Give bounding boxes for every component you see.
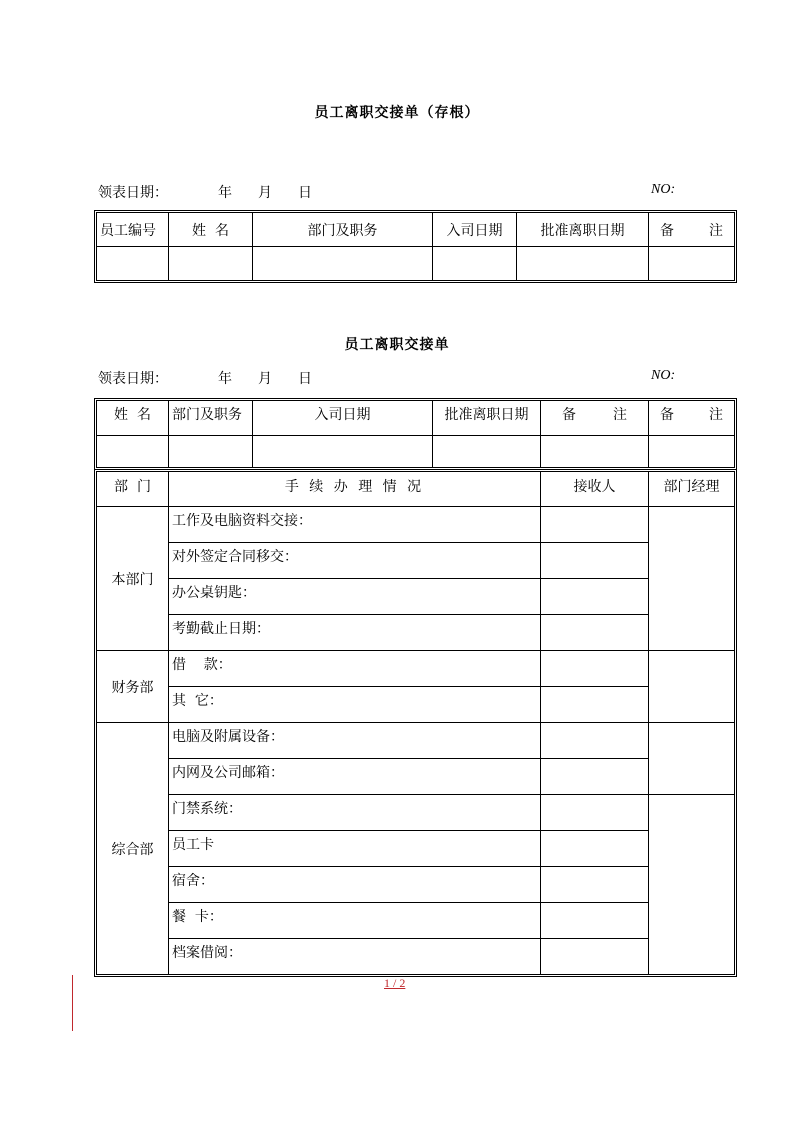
manager-cell-general-a[interactable] (649, 723, 735, 795)
stub-header-remarks (649, 213, 735, 247)
page-margin-marker (72, 975, 73, 1031)
receiver-cell[interactable] (541, 795, 649, 831)
manager-cell-own[interactable] (649, 507, 735, 651)
stub-header-row (97, 213, 735, 247)
form-header-remarks-b-1: 备 (660, 407, 674, 423)
handover-item: 门禁系统： (169, 795, 541, 831)
form-month-label: 月 (258, 371, 272, 387)
manager-cell-finance[interactable] (649, 651, 735, 723)
handover-row (97, 723, 735, 759)
stub-date-line (98, 182, 734, 202)
form-header-remarks-b-2: 注 (709, 407, 723, 423)
receiver-cell[interactable] (541, 759, 649, 795)
form-header-remarks-a (541, 401, 649, 436)
form-date-label: 领表日期： (98, 371, 168, 387)
handover-item: 借 款： (169, 651, 541, 687)
receiver-cell[interactable] (541, 939, 649, 975)
form-header-remarks-a-1: 备 (562, 407, 576, 423)
receiver-cell[interactable] (541, 615, 649, 651)
stub-table (96, 212, 735, 281)
handover-header-process: 手 续 办 理 情 况 (169, 472, 541, 507)
form-info-data-row (97, 436, 735, 468)
form-cell-name[interactable] (97, 436, 169, 468)
stub-header-join-date: 入司日期 (433, 213, 517, 247)
stub-cell-employee-id[interactable] (97, 247, 169, 281)
form-info-table (96, 400, 735, 468)
handover-row (97, 795, 735, 831)
handover-item: 工作及电脑资料交接： (169, 507, 541, 543)
form-header-join-date: 入司日期 (253, 401, 433, 436)
handover-item: 对外签定合同移交： (169, 543, 541, 579)
receiver-cell[interactable] (541, 651, 649, 687)
form-title: 员工离职交接单 (344, 337, 450, 353)
form-cell-remarks-b[interactable] (649, 436, 735, 468)
stub-title: 员工离职交接单（存根） (314, 105, 480, 121)
form-cell-approved-date[interactable] (433, 436, 541, 468)
handover-header-manager: 部门经理 (649, 472, 735, 507)
handover-row (97, 759, 735, 795)
handover-item: 其 它： (169, 687, 541, 723)
receiver-cell[interactable] (541, 507, 649, 543)
manager-cell-general-b[interactable] (649, 795, 735, 975)
receiver-cell[interactable] (541, 543, 649, 579)
handover-table (96, 471, 735, 975)
dept-label-general: 综合部 (97, 723, 169, 975)
handover-item: 内网及公司邮箱： (169, 759, 541, 795)
receiver-cell[interactable] (541, 867, 649, 903)
form-year-label: 年 (218, 371, 232, 387)
stub-cell-name[interactable] (169, 247, 253, 281)
form-day-label: 日 (298, 371, 312, 387)
receiver-cell[interactable] (541, 831, 649, 867)
page-number: 1 / 2 (384, 976, 406, 990)
handover-header-row (97, 472, 735, 507)
handover-item: 电脑及附属设备： (169, 723, 541, 759)
receiver-cell[interactable] (541, 723, 649, 759)
dept-label-own: 本部门 (97, 507, 169, 651)
form-header-approved-date: 批准离职日期 (433, 401, 541, 436)
handover-header-dept: 部 门 (97, 472, 169, 507)
stub-header-remarks-1: 备 (660, 222, 674, 239)
handover-row (97, 867, 735, 903)
handover-row (97, 651, 735, 687)
form-date-line (98, 368, 734, 388)
stub-cell-join-date[interactable] (433, 247, 517, 281)
handover-item: 办公桌钥匙： (169, 579, 541, 615)
stub-header-employee-id: 员工编号 (97, 213, 169, 247)
stub-cell-dept-position[interactable] (253, 247, 433, 281)
receiver-cell[interactable] (541, 687, 649, 723)
handover-row (97, 831, 735, 867)
handover-item: 档案借阅： (169, 939, 541, 975)
stub-data-row (97, 247, 735, 281)
handover-row (97, 939, 735, 975)
stub-cell-remarks[interactable] (649, 247, 735, 281)
handover-item: 宿舍： (169, 867, 541, 903)
handover-row (97, 687, 735, 723)
form-header-name: 姓 名 (97, 401, 169, 436)
form-cell-join-date[interactable] (253, 436, 433, 468)
handover-row (97, 903, 735, 939)
handover-row (97, 507, 735, 543)
stub-date-label: 领表日期： (98, 185, 168, 201)
handover-item: 员工卡 (169, 831, 541, 867)
stub-year-label: 年 (218, 185, 232, 201)
stub-header-approved-date: 批准离职日期 (517, 213, 649, 247)
handover-item: 餐 卡： (169, 903, 541, 939)
stub-month-label: 月 (258, 185, 272, 201)
form-header-remarks-a-2: 注 (613, 407, 627, 423)
handover-row (97, 543, 735, 579)
handover-header-receiver: 接收人 (541, 472, 649, 507)
receiver-cell[interactable] (541, 903, 649, 939)
handover-row (97, 579, 735, 615)
stub-header-dept-position: 部门及职务 (253, 213, 433, 247)
stub-number-label: NO: (651, 182, 676, 197)
receiver-cell[interactable] (541, 579, 649, 615)
form-number-label: NO: (651, 368, 676, 383)
stub-day-label: 日 (298, 185, 312, 201)
handover-row (97, 615, 735, 651)
stub-header-remarks-2: 注 (709, 222, 723, 239)
form-header-remarks-b (649, 401, 735, 436)
form-cell-remarks-a[interactable] (541, 436, 649, 468)
form-info-header-row (97, 401, 735, 436)
stub-cell-approved-date[interactable] (517, 247, 649, 281)
stub-header-name: 姓 名 (169, 213, 253, 247)
form-cell-dept-position[interactable] (169, 436, 253, 468)
form-header-dept-position: 部门及职务 (169, 401, 253, 436)
handover-item: 考勤截止日期： (169, 615, 541, 651)
dept-label-finance: 财务部 (97, 651, 169, 723)
